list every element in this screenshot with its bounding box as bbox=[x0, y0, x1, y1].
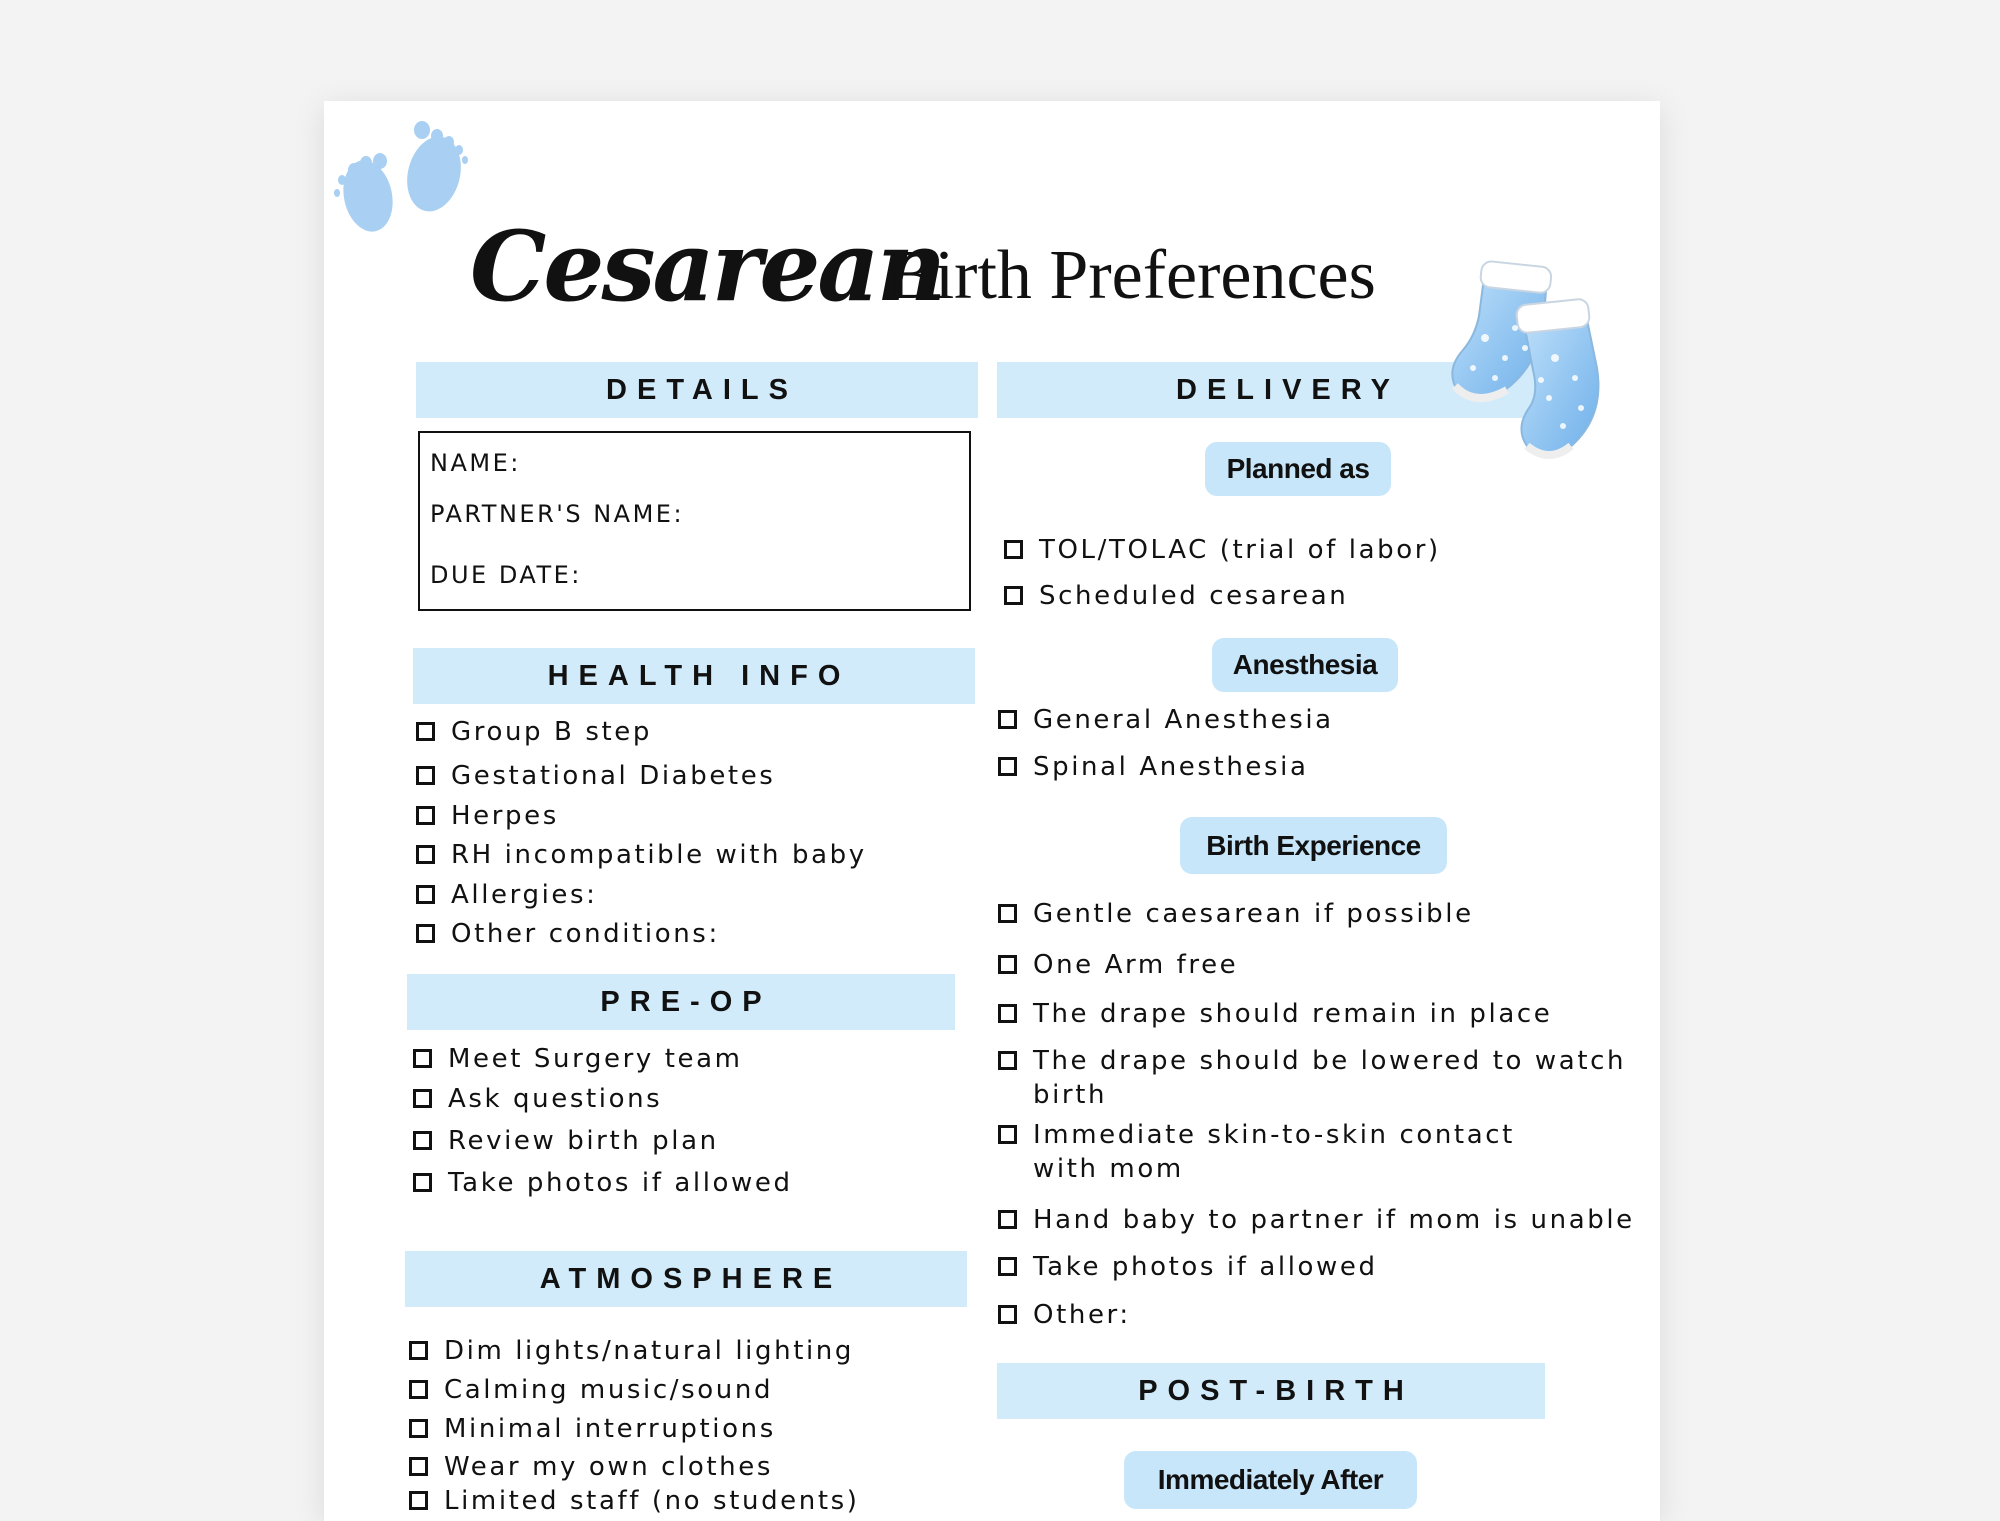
list-item[interactable]: Limited staff (no students) bbox=[409, 1484, 860, 1518]
checkbox[interactable] bbox=[998, 1125, 1017, 1144]
partner-name-field: PARTNER'S NAME: bbox=[430, 500, 685, 528]
list-item[interactable]: The drape should remain in place bbox=[998, 997, 1552, 1031]
checkbox[interactable] bbox=[998, 1051, 1017, 1070]
due-date-field: DUE DATE: bbox=[430, 561, 582, 589]
checkbox[interactable] bbox=[416, 722, 435, 741]
checkbox[interactable] bbox=[413, 1173, 432, 1192]
list-item[interactable]: Dim lights/natural lighting bbox=[409, 1334, 854, 1368]
list-item[interactable]: Take photos if allowed bbox=[413, 1166, 793, 1200]
checkbox[interactable] bbox=[998, 1004, 1017, 1023]
checkbox[interactable] bbox=[1004, 586, 1023, 605]
pre-op-heading: PRE-OP bbox=[407, 974, 955, 1030]
list-item[interactable]: Take photos if allowed bbox=[998, 1250, 1378, 1284]
baby-socks-icon bbox=[1445, 258, 1620, 468]
list-item[interactable]: Gentle caesarean if possible bbox=[998, 897, 1474, 931]
checkbox[interactable] bbox=[409, 1491, 428, 1510]
checkbox[interactable] bbox=[416, 885, 435, 904]
list-item[interactable]: Other: bbox=[998, 1298, 1131, 1332]
details-heading: DETAILS bbox=[416, 362, 978, 418]
list-item[interactable]: Ask questions bbox=[413, 1082, 662, 1116]
title-script: Cesarean bbox=[470, 210, 944, 323]
checkbox[interactable] bbox=[998, 1257, 1017, 1276]
checkbox[interactable] bbox=[409, 1457, 428, 1476]
immediately-after-label: Immediately After bbox=[1124, 1451, 1417, 1509]
checkbox[interactable] bbox=[998, 1305, 1017, 1324]
list-item[interactable]: Allergies: bbox=[416, 878, 598, 912]
name-field: NAME: bbox=[430, 449, 521, 477]
list-item[interactable]: Other conditions: bbox=[416, 917, 720, 951]
list-item[interactable]: One Arm free bbox=[998, 948, 1238, 982]
birth-experience-label: Birth Experience bbox=[1180, 817, 1447, 874]
list-item[interactable]: Spinal Anesthesia bbox=[998, 750, 1309, 784]
checkbox[interactable] bbox=[413, 1089, 432, 1108]
list-item[interactable]: The drape should be lowered to watch birth bbox=[998, 1044, 1626, 1112]
checkbox[interactable] bbox=[416, 806, 435, 825]
list-item[interactable]: Review birth plan bbox=[413, 1124, 719, 1158]
checkbox[interactable] bbox=[413, 1049, 432, 1068]
list-item[interactable]: RH incompatible with baby bbox=[416, 838, 867, 872]
planned-as-label: Planned as bbox=[1205, 442, 1391, 496]
delivery-heading: DELIVERY bbox=[997, 362, 1569, 418]
list-item[interactable]: Gestational Diabetes bbox=[416, 759, 775, 793]
list-item[interactable]: Hand baby to partner if mom is unable bbox=[998, 1203, 1635, 1237]
checkbox[interactable] bbox=[409, 1419, 428, 1438]
atmosphere-heading: ATMOSPHERE bbox=[405, 1251, 967, 1307]
checkbox[interactable] bbox=[416, 845, 435, 864]
list-item[interactable]: Wear my own clothes bbox=[409, 1450, 773, 1484]
checkbox[interactable] bbox=[409, 1380, 428, 1399]
checkbox[interactable] bbox=[409, 1341, 428, 1360]
list-item[interactable]: Minimal interruptions bbox=[409, 1412, 776, 1446]
list-item[interactable]: Calming music/sound bbox=[409, 1373, 773, 1407]
checkbox[interactable] bbox=[998, 904, 1017, 923]
post-birth-heading: POST-BIRTH bbox=[997, 1363, 1545, 1419]
list-item[interactable]: Herpes bbox=[416, 799, 559, 833]
checkbox[interactable] bbox=[998, 1210, 1017, 1229]
list-item[interactable]: Meet Surgery team bbox=[413, 1042, 743, 1076]
checkbox[interactable] bbox=[416, 924, 435, 943]
anesthesia-label: Anesthesia bbox=[1212, 638, 1398, 692]
checkbox[interactable] bbox=[1004, 540, 1023, 559]
checkbox[interactable] bbox=[413, 1131, 432, 1150]
checkbox[interactable] bbox=[416, 766, 435, 785]
baby-footprints-icon bbox=[330, 118, 480, 278]
checkbox[interactable] bbox=[998, 757, 1017, 776]
health-info-heading: HEALTH INFO bbox=[413, 648, 975, 704]
list-item[interactable]: General Anesthesia bbox=[998, 703, 1334, 737]
checkbox[interactable] bbox=[998, 955, 1017, 974]
list-item[interactable]: Scheduled cesarean bbox=[1004, 579, 1348, 613]
list-item[interactable]: TOL/TOLAC (trial of labor) bbox=[1004, 533, 1441, 567]
checkbox[interactable] bbox=[998, 710, 1017, 729]
list-item[interactable]: Immediate skin-to-skin contact with mom bbox=[998, 1118, 1515, 1186]
list-item[interactable]: Group B step bbox=[416, 715, 652, 749]
title-serif: Birth Preferences bbox=[888, 237, 1376, 314]
